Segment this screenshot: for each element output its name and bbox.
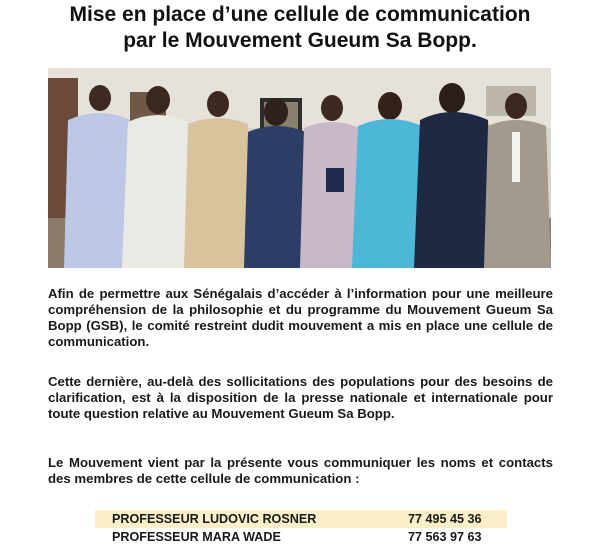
title-line-2: par le Mouvement Gueum Sa Bopp.	[123, 29, 477, 52]
page-title	[0, 2, 600, 54]
announcement-paragraph: Le Mouvement vient par la présente vous communiquer les noms et contacts des membres de cette cellule de communication :	[48, 455, 553, 486]
contact-phone: 77 563 97 63	[408, 530, 482, 544]
group-photo	[48, 68, 551, 268]
title-line-1: Mise en place d’une cellule de communication	[69, 3, 531, 26]
contact-name: PROFESSEUR MARA WADE	[112, 530, 281, 544]
contact-name: PROFESSEUR LUDOVIC ROSNER	[112, 512, 317, 526]
role-paragraph: Cette dernière, au-delà des sollicitations des populations pour des besoins de clarification, est à la disposition de la presse nationale et internationale pour toute question relative au Mouvement Gueum Sa Bopp.	[48, 374, 553, 421]
contact-phone: 77 495 45 36	[408, 512, 482, 526]
intro-paragraph: Afin de permettre aux Sénégalais d’accéder à l’information pour une meilleure compréhension de la philosophie et du programme du Mouvement Gueum Sa Bopp (GSB), le comité restreint dudit mouvement a mis en place une cellule de communication.	[48, 286, 553, 349]
contact-row	[95, 528, 507, 546]
contact-row	[95, 510, 507, 528]
